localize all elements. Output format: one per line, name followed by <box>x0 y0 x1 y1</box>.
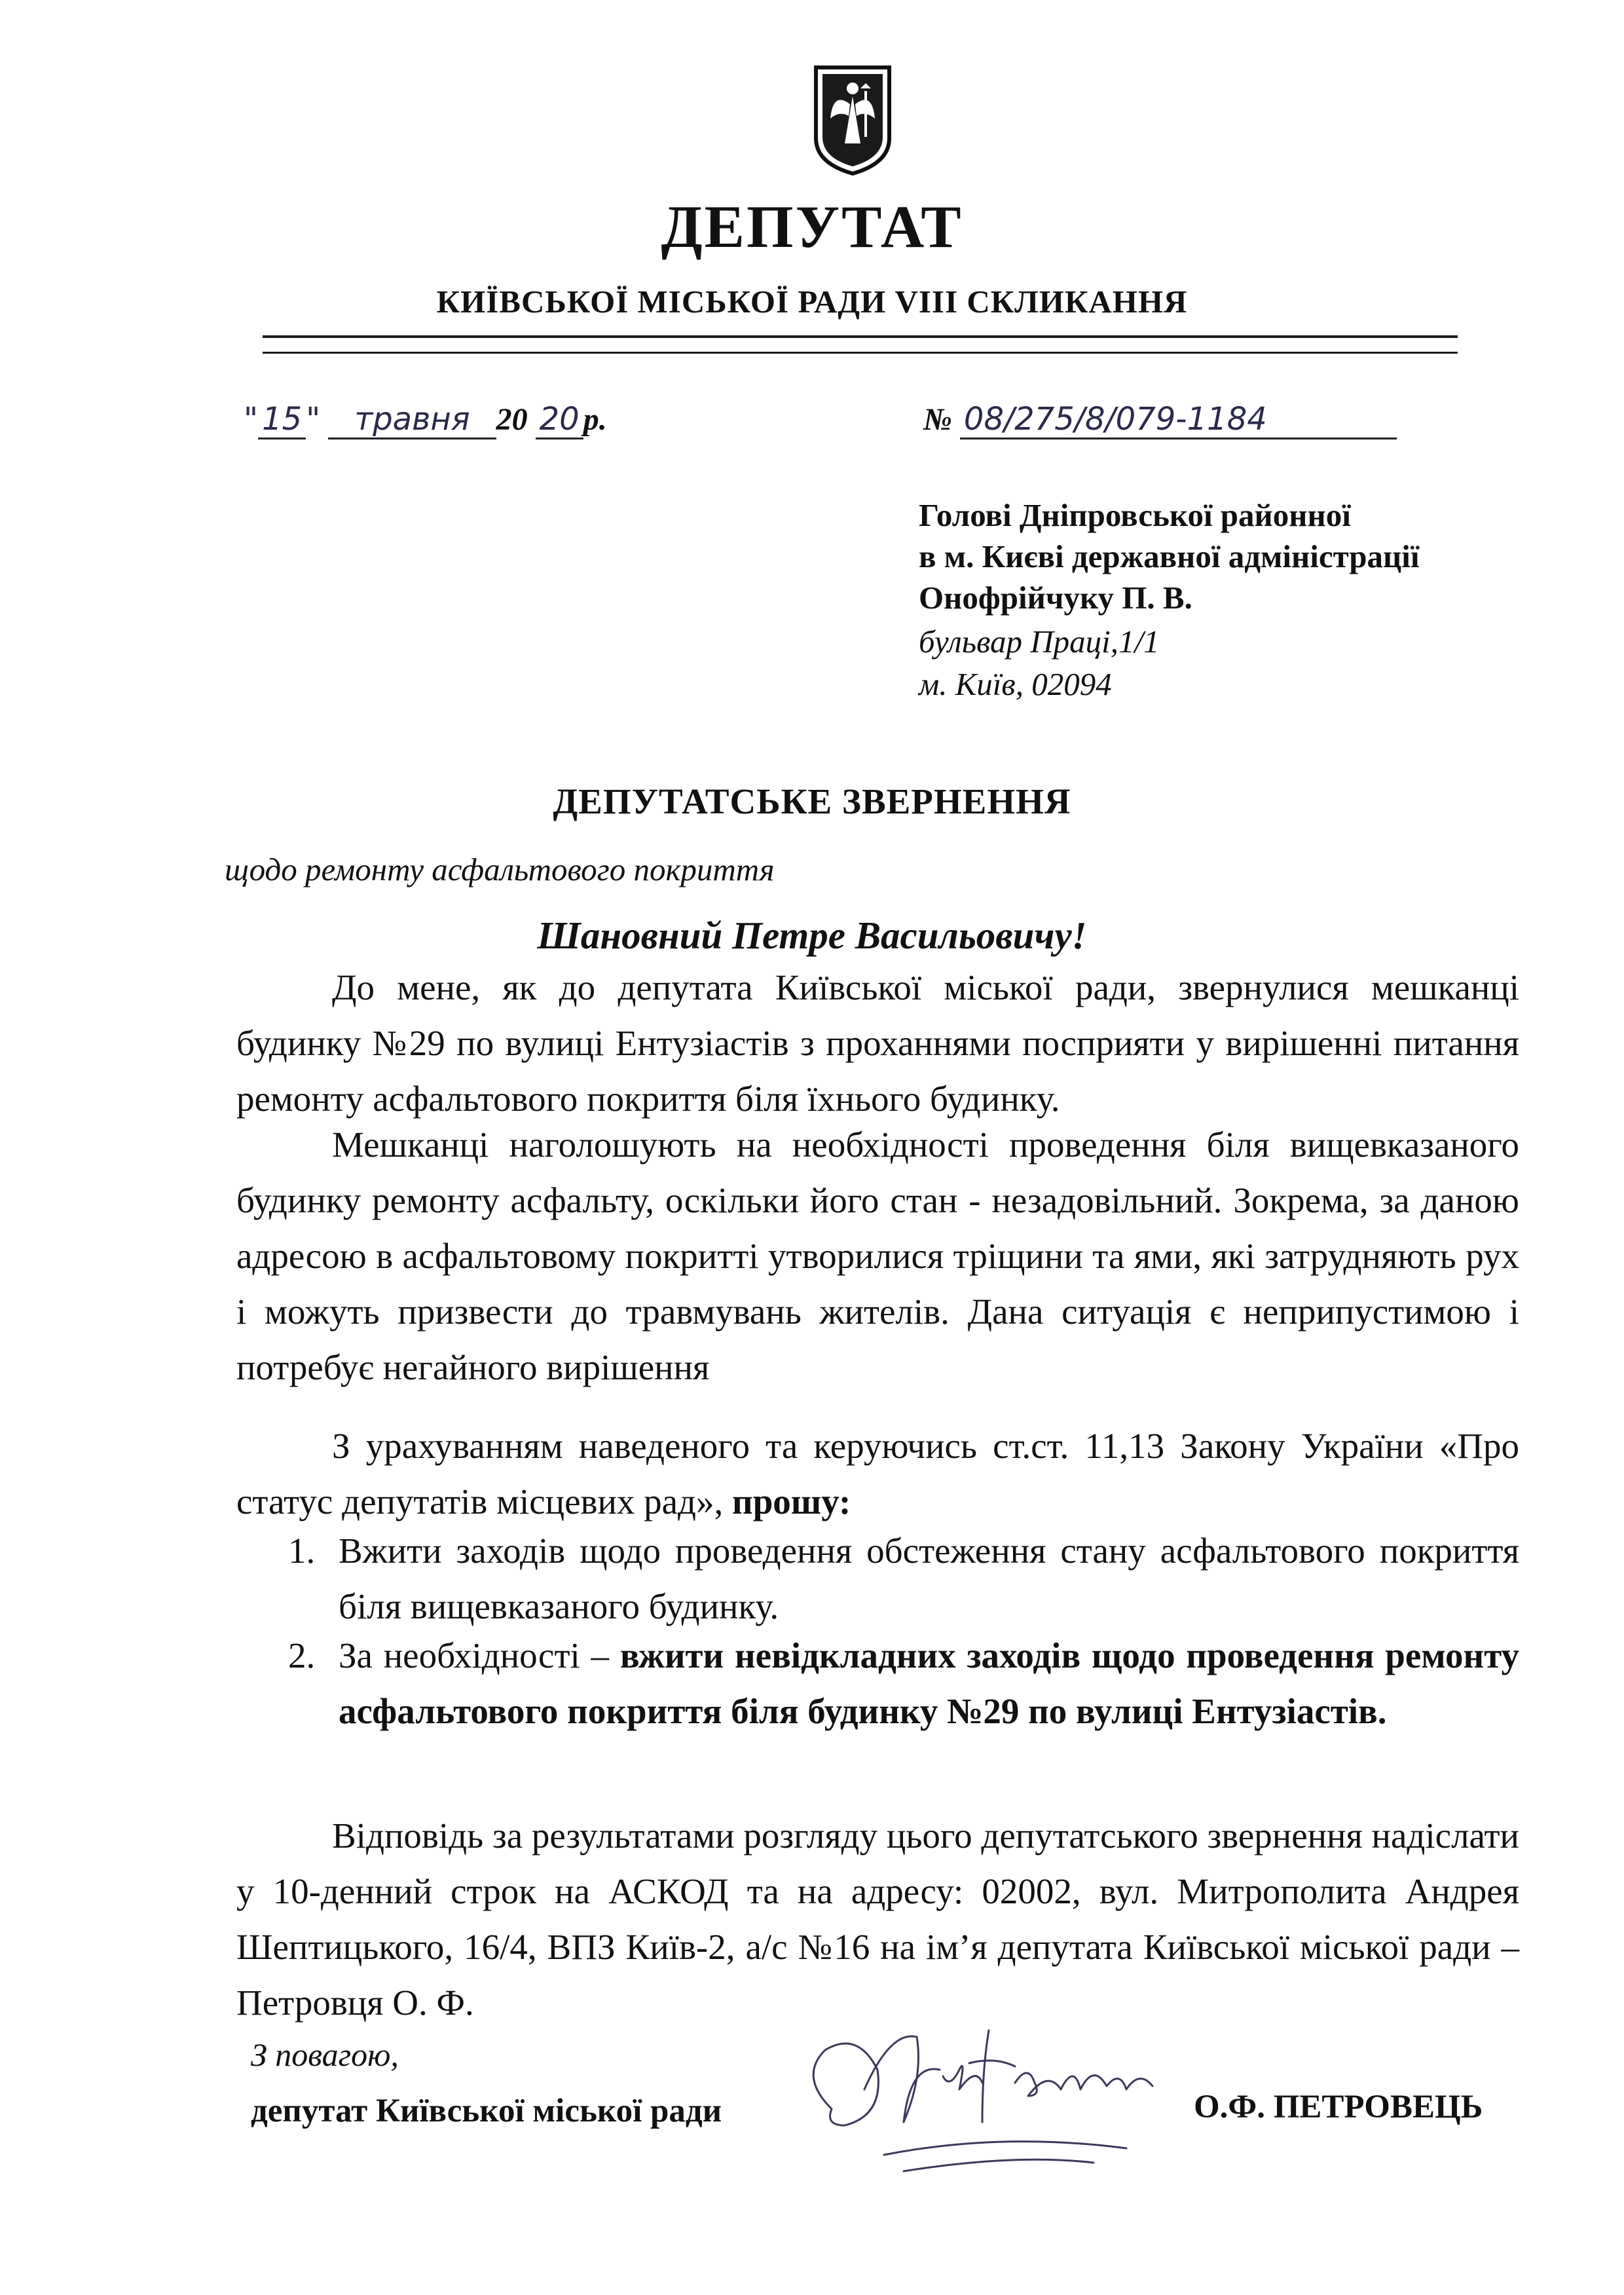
letterhead-divider-bottom <box>263 352 1458 354</box>
request-item-2-bold: вжити невідкладних заходів щодо проведення ремонту асфальтового покриття біля будинку №29 по вулиці Ентузіастів. <box>339 1635 1520 1731</box>
request-item-2 <box>288 1628 1519 1739</box>
registration-number-prefix: № <box>923 402 952 437</box>
addressee-line-2: в м. Києві державної адміністрації <box>919 538 1420 574</box>
registration-number-value: 08/275/8/079-1184 <box>960 401 1397 439</box>
letterhead-divider-top <box>263 335 1458 338</box>
request-keyword: прошу: <box>732 1482 851 1521</box>
request-item-1-text: Вжити заходів щодо проведення обстеження стану асфальтового покриття біля вищевказаного будинку. <box>339 1531 1519 1626</box>
addressee-name: Онофрійчуку П. В. <box>919 580 1192 616</box>
kyiv-coat-of-arms-icon <box>813 65 892 176</box>
salutation: Шановний Петре Васильовичу! <box>537 914 1087 957</box>
addressee-line-1: Голові Дніпровської районної <box>919 497 1351 533</box>
date-line <box>244 401 607 447</box>
closing: З повагою, <box>251 2036 399 2073</box>
request-item-2-text: За необхідності – <box>339 1635 610 1675</box>
signer-title: депутат Київської міської ради <box>251 2093 722 2129</box>
request-item-2-number: 2. <box>288 1635 316 1675</box>
letterhead-subtitle: КИЇВСЬКОЇ МІСЬКОЇ РАДИ VIII СКЛИКАННЯ <box>436 284 1188 320</box>
date-year-unit: р. <box>583 402 607 437</box>
request-item-1-number: 1. <box>288 1531 316 1571</box>
paragraph-4: Відповідь за результатами розгляду цього депутатського звернення надіслати у 10-денний строк на АСКОД та на адресу: 02002, вул. Митрополита Андрея Шептицького, 16/4, ВПЗ Київ-2, а/с №16 на ім’я депутата Київської міської ради – Петровця О. Ф. <box>236 1816 1519 2023</box>
request-item-2-body <box>339 1628 1519 1739</box>
registration-number <box>923 401 1444 439</box>
letterhead-title: ДЕПУТАТ <box>661 193 963 260</box>
paragraph-3 <box>236 1418 1519 1529</box>
addressee-street: бульвар Праці,1/1 <box>919 624 1160 660</box>
paragraph-2: Мешканці наголошують на необхідності проведення біля вищевказаного будинку ремонту асфальту, оскільки його стан - незадовільний. Зокрема, за даною адресою в асфальтовому покритті утворилися тріщини та ями, які затрудняють рух і можуть призвести до травмувань жителів. Дана ситуація є неприпустимою і потребує негайного вирішення <box>236 1125 1519 1387</box>
date-day: 15 <box>258 401 306 439</box>
addressee-city: м. Київ, 02094 <box>919 666 1112 702</box>
document-title: ДЕПУТАТСЬКЕ ЗВЕРНЕННЯ <box>553 781 1071 821</box>
signer-name: О.Ф. ПЕТРОВЕЦЬ <box>1194 2089 1483 2125</box>
handwritten-signature <box>786 1991 1192 2207</box>
date-year-suffix: 20 <box>536 401 583 439</box>
document-subject: щодо ремонту асфальтового покриття <box>225 851 775 887</box>
paragraph-1: До мене, як до депутата Київської міської ради, звернулися мешканці будинку №29 по вулиці Ентузіастів з проханнями посприяти у вирішенні питання ремонту асфальтового покриття біля їхнього будинку. <box>236 967 1519 1119</box>
date-quote-open: " <box>244 401 259 438</box>
date-quote-close: " <box>306 401 321 438</box>
request-item-1 <box>288 1523 1519 1634</box>
date-month: травня <box>328 401 496 439</box>
date-year-prefix: 20 <box>496 402 528 437</box>
paragraph-3-text: З урахуванням наведеного та керуючись ст.ст. 11,13 Закону України «Про статус депутатів місцевих рад», <box>236 1426 1519 1521</box>
